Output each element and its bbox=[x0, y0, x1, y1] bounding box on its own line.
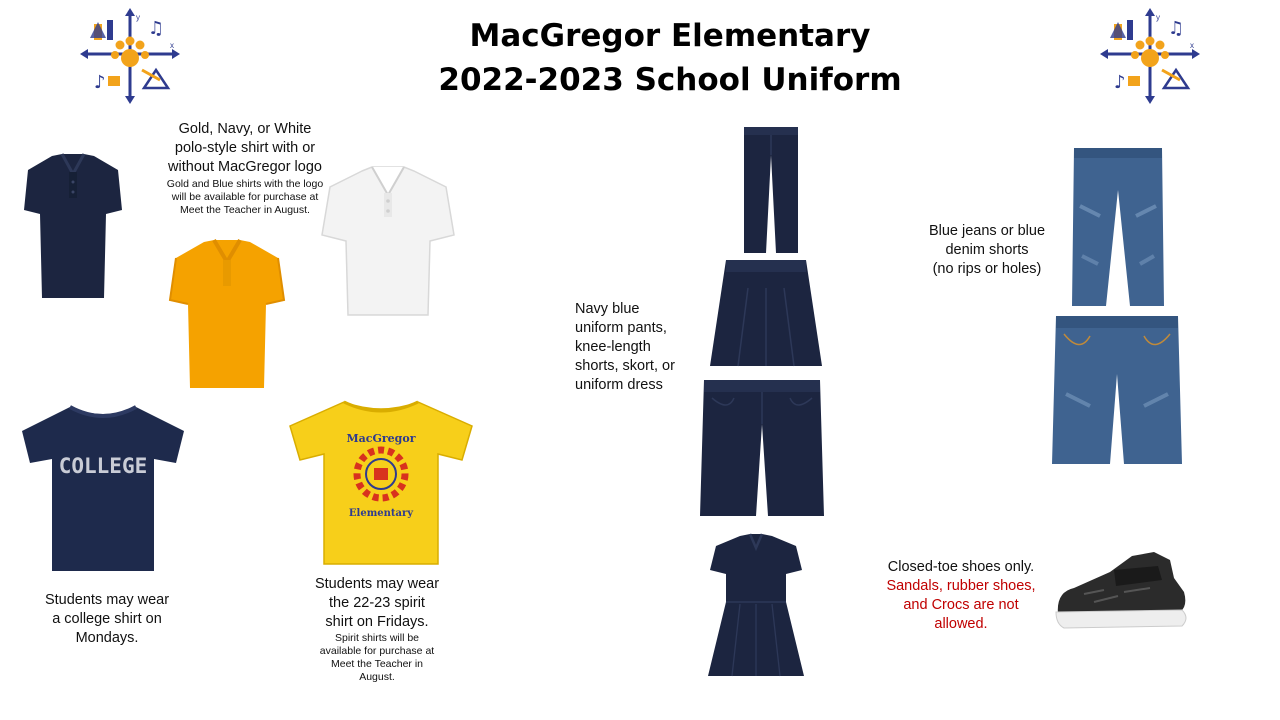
jeans-line-2: denim shorts bbox=[945, 242, 1029, 258]
navy-shorts-icon bbox=[698, 378, 826, 518]
school-logo-paw-axes-icon bbox=[80, 8, 180, 104]
college-caption bbox=[22, 591, 192, 648]
svg-text:y: y bbox=[136, 13, 140, 22]
white-polo-icon bbox=[320, 165, 456, 317]
shoes-red-line-2: and Crocs are not bbox=[903, 597, 1019, 613]
navy-skort-icon bbox=[708, 258, 824, 370]
navy-line-4: shorts, skort, or bbox=[575, 358, 675, 374]
polo-note-3: Meet the Teacher in August. bbox=[180, 204, 310, 216]
polo-note bbox=[140, 178, 350, 217]
spirit-note-4: August. bbox=[359, 671, 395, 683]
spirit-line-2: the 22-23 spirit bbox=[329, 595, 425, 611]
shoes-red-line-3: allowed. bbox=[934, 616, 988, 632]
svg-text:y: y bbox=[1156, 13, 1160, 22]
navy-line-5: uniform dress bbox=[575, 377, 663, 393]
spirit-line-1: Students may wear bbox=[314, 576, 440, 592]
college-line-2: a college shirt on bbox=[52, 611, 162, 627]
navy-bottoms-caption bbox=[575, 300, 705, 395]
spirit-note bbox=[296, 632, 458, 684]
polo-line-2: polo-style shirt with or bbox=[174, 140, 316, 156]
spirit-line-3: shirt on Fridays. bbox=[325, 614, 429, 630]
navy-polo-icon bbox=[22, 152, 124, 300]
svg-text:♫: ♫ bbox=[1168, 18, 1185, 39]
page-title bbox=[380, 14, 960, 102]
jeans-caption bbox=[912, 222, 1062, 279]
shoes-red-line-1: Sandals, rubber shoes, bbox=[886, 578, 1036, 594]
title-line-2: 2022-2023 School Uniform bbox=[438, 62, 902, 98]
polo-note-1: Gold and Blue shirts with the logo bbox=[166, 178, 324, 190]
svg-text:x: x bbox=[1190, 41, 1194, 50]
spirit-note-2: available for purchase at bbox=[319, 645, 435, 657]
college-line-3: Mondays. bbox=[75, 630, 139, 646]
navy-line-3: knee-length bbox=[575, 339, 651, 355]
shoes-line-1: Closed-toe shoes only. bbox=[887, 559, 1035, 575]
sneaker-icon bbox=[1054, 548, 1190, 632]
school-logo-right bbox=[1100, 8, 1200, 104]
navy-pants-icon bbox=[742, 125, 800, 255]
svg-text:x: x bbox=[170, 41, 174, 50]
shoes-caption bbox=[878, 558, 1044, 634]
svg-text:♪: ♪ bbox=[1114, 72, 1126, 93]
polo-line-3: without MacGregor logo bbox=[168, 159, 322, 175]
spirit-note-1: Spirit shirts will be bbox=[334, 632, 420, 644]
polo-caption bbox=[140, 120, 350, 177]
polo-note-2: will be available for purchase at bbox=[171, 191, 319, 203]
navy-line-2: uniform pants, bbox=[575, 320, 667, 336]
spirit-caption bbox=[296, 575, 458, 632]
college-tshirt-icon bbox=[20, 403, 186, 573]
school-logo-left bbox=[80, 8, 180, 104]
spirit-tshirt-icon bbox=[288, 398, 474, 566]
college-shirt-text: COLLEGE bbox=[58, 454, 148, 478]
navy-dress-icon bbox=[706, 532, 806, 678]
navy-line-1: Navy blue bbox=[575, 301, 640, 317]
title-line-1: MacGregor Elementary bbox=[469, 18, 871, 54]
polo-line-1: Gold, Navy, or White bbox=[178, 121, 312, 137]
blue-jeans-icon bbox=[1070, 146, 1166, 308]
spirit-logo-top-text: MacGregor bbox=[346, 432, 416, 445]
gold-polo-icon bbox=[168, 238, 286, 390]
denim-shorts-icon bbox=[1050, 314, 1184, 466]
jeans-line-3: (no rips or holes) bbox=[932, 261, 1042, 277]
svg-text:♪: ♪ bbox=[94, 72, 106, 93]
spirit-note-3: Meet the Teacher in bbox=[330, 658, 424, 670]
jeans-line-1: Blue jeans or blue bbox=[928, 223, 1046, 239]
spirit-logo-side-text: Elementary bbox=[348, 508, 414, 519]
svg-text:♫: ♫ bbox=[148, 18, 165, 39]
college-line-1: Students may wear bbox=[44, 592, 170, 608]
school-logo-paw-axes-icon bbox=[1100, 8, 1200, 104]
